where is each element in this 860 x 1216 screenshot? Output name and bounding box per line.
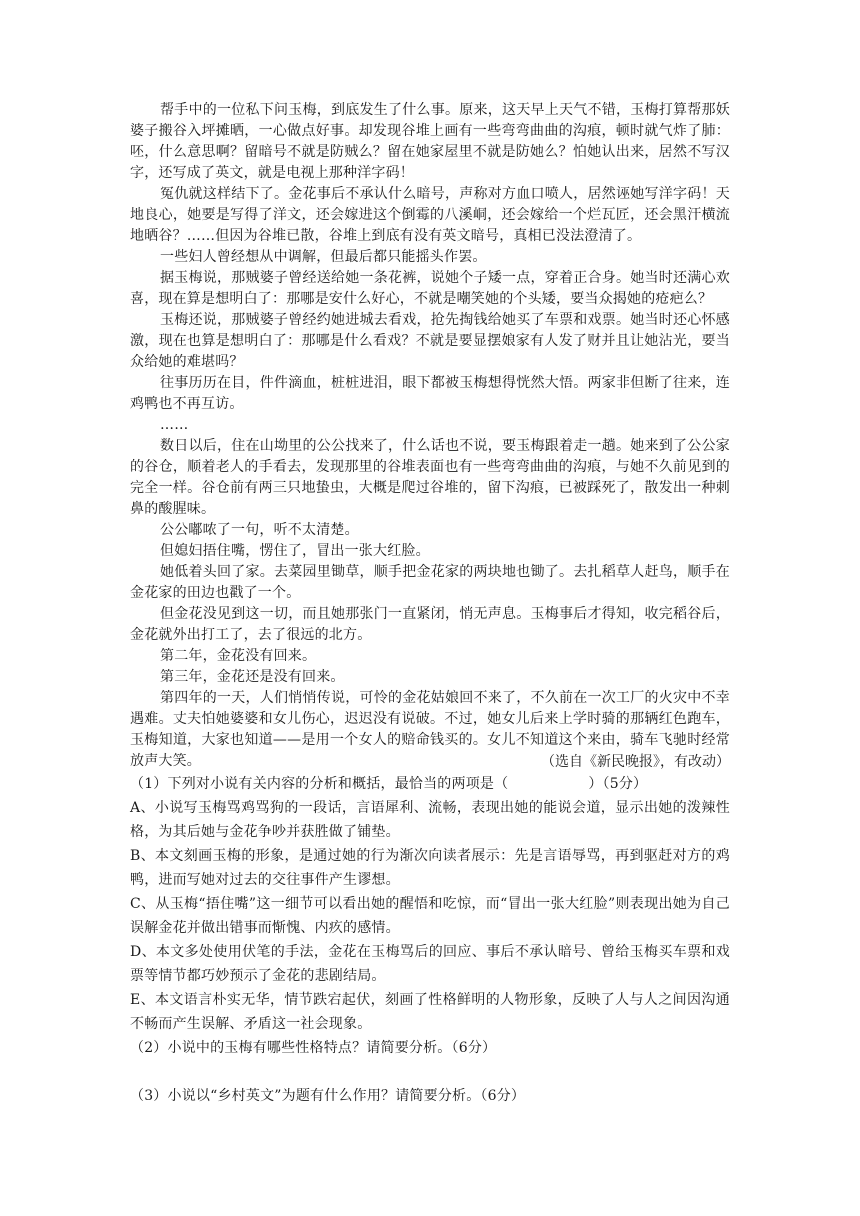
story-paragraph: 第三年，金花还是没有回来。 xyxy=(160,669,345,685)
questions-section xyxy=(130,772,730,1108)
option-d: D、本文多处使用伏笔的手法，金花在玉梅骂后的回应、事后不承认暗号、曾给玉梅买车票和戏票等情节都巧妙预示了金花的悲剧结局。 xyxy=(130,944,730,984)
story-paragraph: 一些妇人曾经想从中调解，但最后都只能摇头作罢。 xyxy=(160,249,487,265)
source-citation: （选自《新民晚报》，有改动） xyxy=(541,754,730,770)
question-3: （3）小说以“乡村英文”为题有什么作用？请简要分析。（6分） xyxy=(130,1088,526,1104)
option-c: C、从玉梅“捂住嘴”这一细节可以看出她的醒悟和吃惊，而“冒出一张大红脸”则表现出她为自己误解金花并做出错事而惭愧、内疚的感情。 xyxy=(130,896,730,936)
question-1 xyxy=(130,772,730,796)
question-1-stem: （1）下列对小说有关内容的分析和概括，最恰当的两项是（ xyxy=(130,776,509,792)
story-paragraph: 玉梅还说，那贼婆子曾经约她进城去看戏，抢先掏钱给她买了车票和戏票。她当时还心怀感激，现在也算是想明白了：那哪是什么看戏？不就是要显摆娘家有人发了财并且让她沾光，要当众给她的难堪吗？ xyxy=(130,312,730,370)
answer-space xyxy=(130,1060,730,1084)
story-paragraph: 据玉梅说，那贼婆子曾经送给她一条花裤，说她个子矮一点，穿着正合身。她当时还满心欢喜，现在算是想明白了：那哪是安什么好心，不就是嘲笑她的个头矮，要当众揭她的疮疤么？ xyxy=(130,270,730,307)
question-1-score: ）（5分） xyxy=(588,776,648,792)
story-paragraph: 但金花没见到这一切，而且她那张门一直紧闭，悄无声息。玉梅事后才得知，收完稻谷后，金花就外出打工了，去了很远的北方。 xyxy=(130,606,730,643)
story-text xyxy=(130,100,730,772)
option-a: A、小说写玉梅骂鸡骂狗的一段话，言语犀利、流畅，表现出她的能说会道，显示出她的泼辣性格，为其后她与金花争吵并获胜做了铺垫。 xyxy=(130,800,730,840)
story-paragraph: 她低着头回了家。去菜园里锄草，顺手把金花家的两块地也锄了。去扎稻草人赶鸟，顺手在金花家的田边也戳了一个。 xyxy=(130,564,730,601)
story-ellipsis: …… xyxy=(160,417,189,433)
option-b: B、本文刻画玉梅的形象，是通过她的行为渐次向读者展示：先是言语辱骂，再到驱赶对方的鸡鸭，进而写她对过去的交往事件产生谬想。 xyxy=(130,848,730,888)
story-paragraph: 但媳妇捂住嘴，愣住了，冒出一张大红脸。 xyxy=(160,543,430,559)
option-e: E、本文语言朴实无华，情节跌宕起伏，刻画了性格鲜明的人物形象，反映了人与人之间因沟通不畅而产生误解、矛盾这一社会现象。 xyxy=(130,992,730,1032)
question-2: （2）小说中的玉梅有哪些性格特点？请简要分析。（6分） xyxy=(130,1040,497,1056)
story-paragraph: 第二年，金花没有回来。 xyxy=(160,648,317,664)
story-paragraph: 数日以后，住在山坳里的公公找来了，什么话也不说，要玉梅跟着走一趟。她来到了公公家的谷仓，顺着老人的手看去，发现那里的谷堆表面也有一些弯弯曲曲的沟痕，与她不久前见到的完全一样。谷仓前有两三只地蛰虫，大概是爬过谷堆的，留下沟痕，已被踩死了，散发出一种刺鼻的酸腥味。 xyxy=(130,438,730,517)
story-paragraph: 公公嘟哝了一句，听不太清楚。 xyxy=(160,522,359,538)
story-paragraph: 往事历历在目，件件滴血，桩桩进泪，眼下都被玉梅想得恍然大悟。两家非但断了往来，连鸡鸭也不再互访。 xyxy=(130,375,730,412)
story-paragraph: 帮手中的一位私下问玉梅，到底发生了什么事。原来，这天早上天气不错，玉梅打算帮那妖婆子搬谷入坪摊晒，一心做点好事。却发现谷堆上画有一些弯弯曲曲的沟痕，顿时就气炸了肺：呸，什么意思啊？留暗号不就是防贼么？留在她家屋里不就是防她么？怕她认出来，居然不写汉字，还写成了英文，就是电视上那种洋字码！ xyxy=(130,102,730,181)
story-paragraph: 冤仇就这样结下了。金花事后不承认什么暗号，声称对方血口喷人，居然诬她写洋字码！天地良心，她要是写得了洋文，还会嫁进这个倒霉的八溪峒，还会嫁给一个烂瓦匠，还会黑汗横流地晒谷？……但因为谷堆已散，谷堆上到底有没有英文暗号，真相已没法澄清了。 xyxy=(130,186,730,244)
story-paragraph: 第四年的一天，人们悄悄传说，可怜的金花姑娘回不来了，不久前在一次工厂的火灾中不幸遇难。丈夫怕她婆婆和女儿伤心，迟迟没有说破。不过，她女儿后来上学时骑的那辆红色跑车，玉梅知道，大家也知道——是用一个女人的赔命钱买的。女儿不知道这个来由，骑车飞驰时经常放声大笑。 xyxy=(130,690,730,769)
